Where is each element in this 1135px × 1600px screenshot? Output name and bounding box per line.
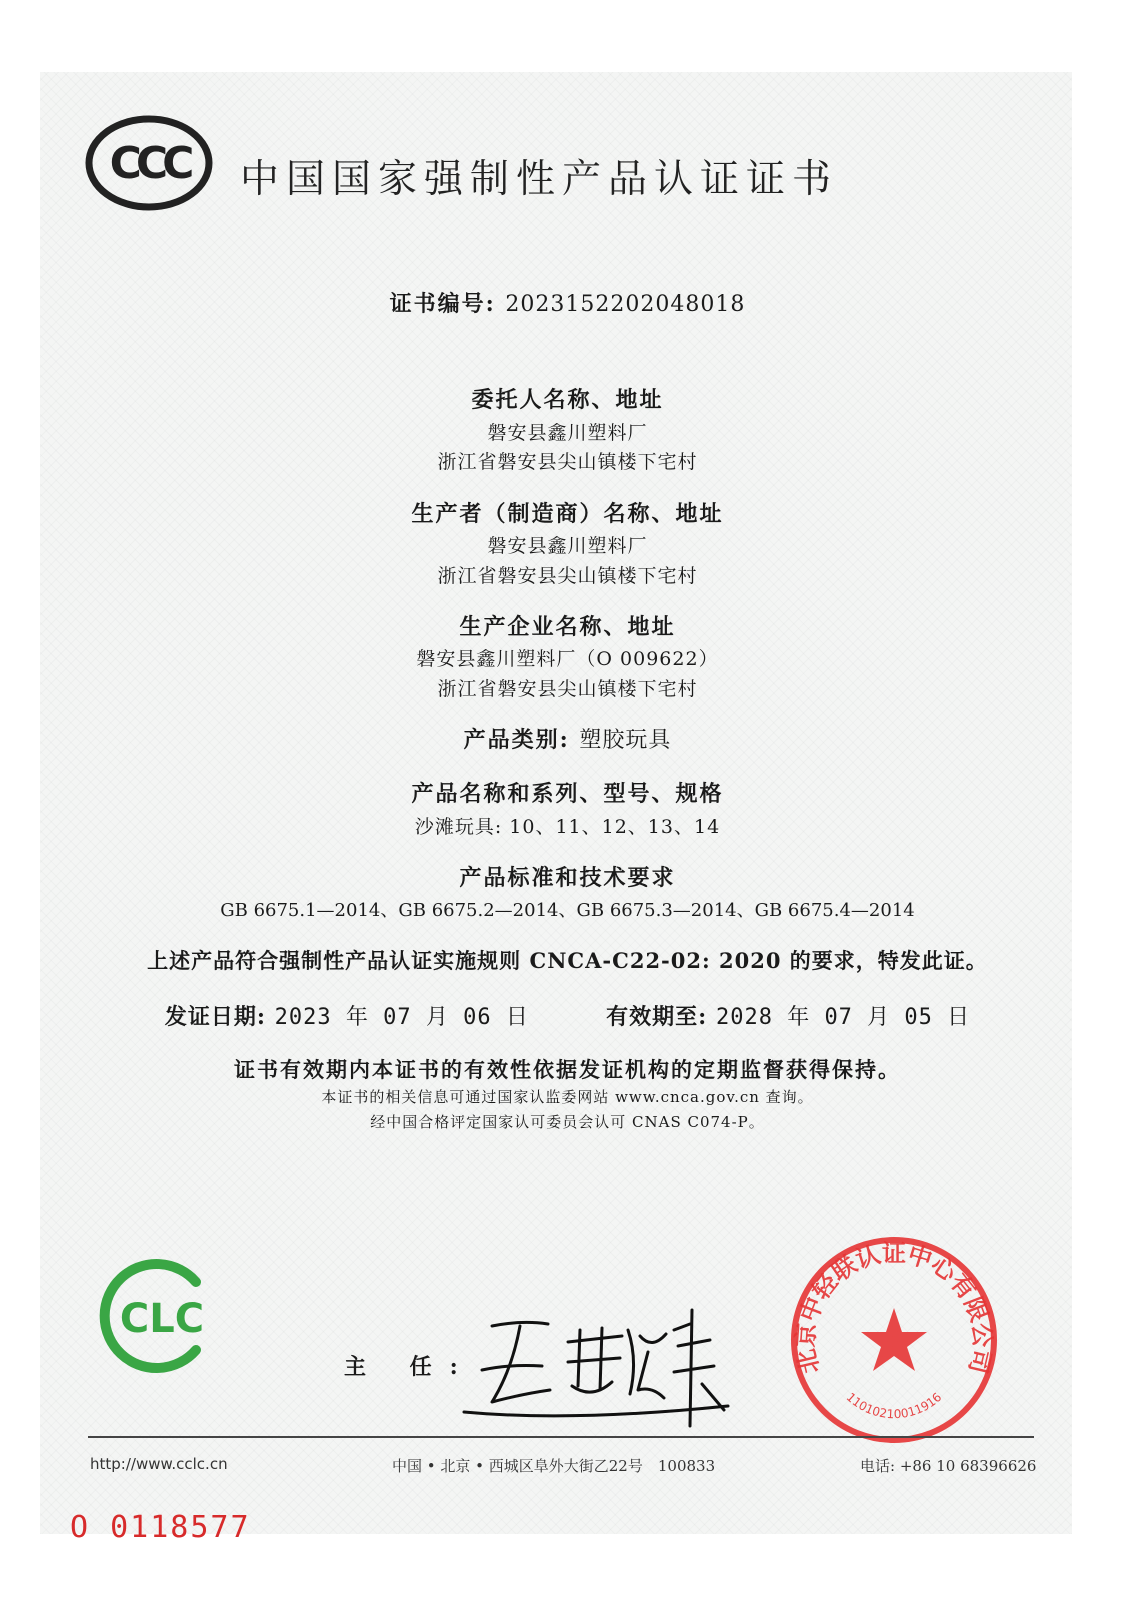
footer-divider — [88, 1436, 1034, 1438]
client-heading: 委托人名称、地址 — [471, 387, 664, 413]
manufacturer-address: 浙江省磐安县尖山镇楼下宅村 — [437, 565, 698, 587]
product-models: 沙滩玩具: 10、11、12、13、14 — [414, 816, 721, 838]
certificate-number-value: 2023152202048018 — [505, 292, 746, 317]
client-name: 磐安县鑫川塑料厂 — [487, 422, 648, 444]
issue-date-label: 发证日期: — [164, 1004, 266, 1030]
footer-phone: 电话: +86 10 68396626 — [860, 1457, 1037, 1475]
certificate-number-label: 证书编号: — [389, 291, 496, 317]
expiry-date-label: 有效期至: — [606, 1004, 708, 1030]
seal-text: 北京中轻联认证中心有限公司 — [791, 1239, 997, 1377]
svg-text:11010210011916 — [844, 1390, 945, 1421]
factory-name: 磐安县鑫川塑料厂（O 009622） — [416, 648, 719, 670]
manufacturer-heading: 生产者（制造商）名称、地址 — [411, 501, 724, 527]
issue-date-value: 2023 年 07 月 06 日 — [274, 1005, 529, 1030]
standards-list: GB 6675.1—2014、GB 6675.2—2014、GB 6675.3—2014、GB 6675.4—2014 — [220, 900, 915, 921]
certificate-dates — [0, 1000, 1135, 1031]
expiry-date-value: 2028 年 07 月 05 日 — [715, 1005, 971, 1030]
standards-heading: 产品标准和技术要求 — [459, 865, 676, 891]
product-heading: 产品名称和系列、型号、规格 — [411, 781, 724, 807]
company-seal — [784, 1230, 1004, 1450]
director-label: 主 任: — [344, 1354, 476, 1380]
clc-logo — [98, 1254, 222, 1378]
factory-heading: 生产企业名称、地址 — [459, 614, 676, 640]
footer-address: 中国 • 北京 • 西城区阜外大街乙22号 100833 — [392, 1457, 716, 1475]
manufacturer-name: 磐安县鑫川塑料厂 — [487, 535, 648, 557]
serial-number: O 0118577 — [70, 1510, 251, 1545]
clc-logo-text: CLC — [119, 1296, 205, 1342]
client-address: 浙江省磐安县尖山镇楼下宅村 — [437, 451, 698, 473]
ccc-logo — [84, 114, 214, 212]
conformity-statement: 上述产品符合强制性产品认证实施规则 CNCA-C22-02: 2020 的要求，特发此证。 — [147, 948, 988, 973]
ccc-logo-text: CCC — [109, 138, 189, 189]
validity-note: 证书有效期内本证书的有效性依据发证机构的定期监督获得保持。 — [234, 1057, 901, 1082]
factory-address: 浙江省磐安县尖山镇楼下宅村 — [437, 678, 698, 700]
accreditation-note: 经中国合格评定国家认可委员会认可 CNAS C074-P。 — [370, 1113, 765, 1131]
director-signature — [452, 1290, 742, 1440]
certificate-title: 中国国家强制性产品认证证书 — [240, 157, 839, 202]
certificate-number — [0, 287, 1135, 318]
query-note: 本证书的相关信息可通过国家认监委网站 www.cnca.gov.cn 查询。 — [321, 1088, 814, 1106]
product-category — [0, 723, 1135, 754]
footer-website[interactable]: http://www.cclc.cn — [90, 1455, 228, 1473]
product-category-label: 产品类别: — [463, 727, 570, 753]
seal-code: 11010210011916 — [843, 1389, 945, 1422]
product-category-value: 塑胶玩具 — [579, 728, 672, 753]
